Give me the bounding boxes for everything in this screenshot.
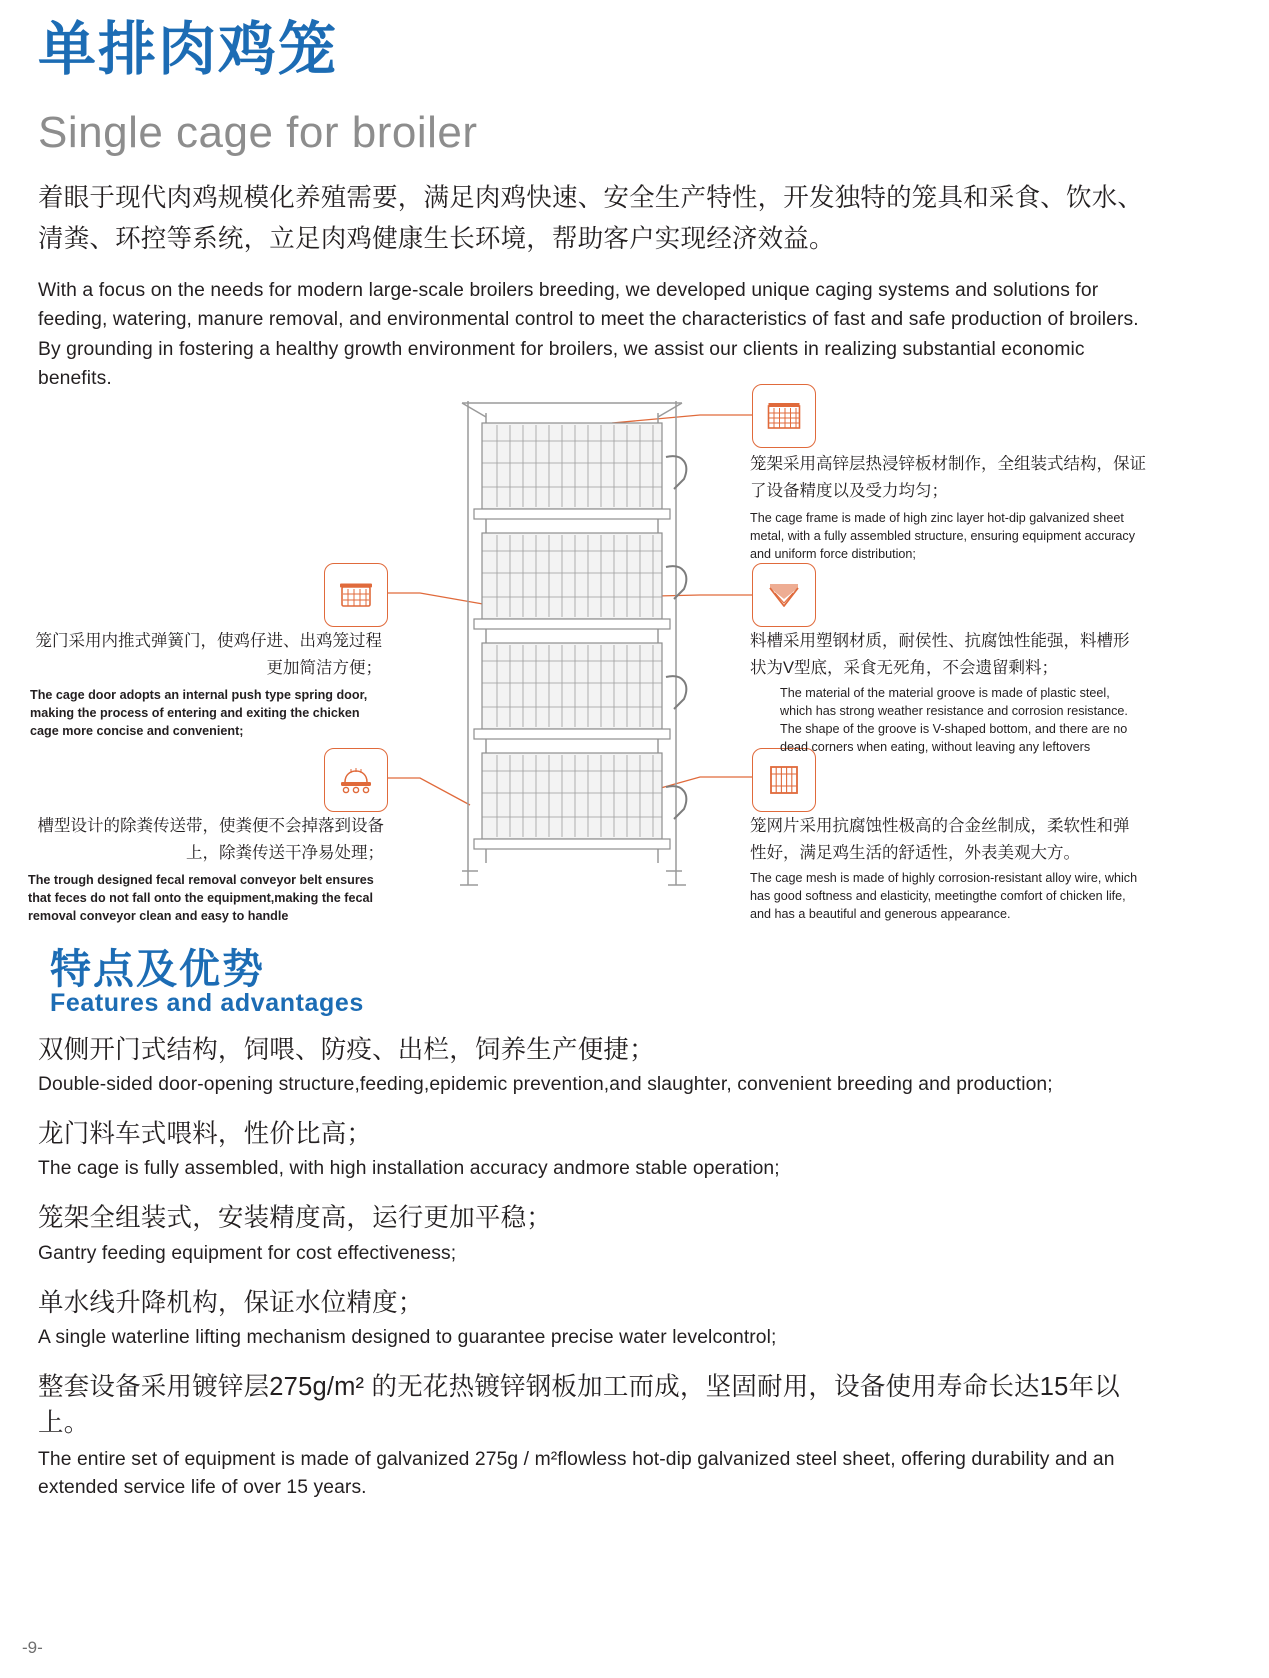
page-title-en: Single cage for broiler <box>38 108 478 157</box>
feature-en: The cage is fully assembled, with high installation accuracy andmore stable operation; <box>38 1158 780 1180</box>
callout-door-en: The cage door adopts an internal push type spring door, making the process of entering and exiting the chicken cage more concise and convenient; <box>30 688 368 739</box>
callout-frame <box>750 451 1150 564</box>
callout-manure-belt-cn: 槽型设计的除粪传送带，使粪便不会掉落到设备上，除粪传送干净易处理； <box>37 817 384 862</box>
page-number: -9- <box>22 1638 43 1657</box>
intro-paragraph-en: With a focus on the needs for modern large-scale broilers breeding, we developed unique caging systems and solutions for feeding, watering, manure removal, and environmental control to meet the characteristics of fast and safe production of broilers. By grounding in fostering a healthy growth environment for broilers, we assist our clients in realizing substantial economic benefits. <box>38 280 1139 389</box>
feature-en: The entire set of equipment is made of galvanized 275g / m²flowless hot-dip galvanized steel sheet, offering durability and an extended service life of over 15 years. <box>38 1449 1115 1499</box>
feature-en: A single waterline lifting mechanism designed to guarantee precise water levelcontrol; <box>38 1326 777 1348</box>
manure-conveyor-icon <box>324 748 388 812</box>
callout-mesh <box>750 813 1142 924</box>
callout-manure-belt <box>28 813 384 926</box>
page-title-cn: 单排肉鸡笼 <box>38 17 339 82</box>
features-heading-en: Features and advantages <box>50 989 364 1017</box>
feature-en: Double-sided door-opening structure,feeding,epidemic prevention,and slaughter, convenient breeding and production; <box>38 1074 1053 1096</box>
callout-door-cn: 笼门采用内推式弹簧门，使鸡仔进、出鸡笼过程更加简洁方便； <box>35 632 382 677</box>
feature-en: Gantry feeding equipment for cost effectiveness; <box>38 1242 457 1264</box>
callout-frame-en: The cage frame is made of high zinc layer hot-dip galvanized sheet metal, with a fully assembled structure, ensuring equipment accuracy and uniform force distribution; <box>750 511 1135 562</box>
feature-cn: 笼架全组装式，安装精度高，运行更加平稳； <box>38 1204 553 1233</box>
product-diagram <box>0 385 1269 945</box>
feature-item <box>38 1116 1168 1183</box>
feature-item <box>38 1032 1168 1099</box>
feature-item <box>38 1285 1168 1352</box>
broiler-cage-illustration <box>452 393 692 898</box>
feature-cn: 龙门料车式喂料，性价比高； <box>38 1120 373 1149</box>
feed-trough-icon <box>752 563 816 627</box>
callout-manure-belt-en: The trough designed fecal removal conveyor belt ensures that feces do not fall onto the equipment,making the fecal removal conveyor clean and easy to handle <box>28 873 374 924</box>
feature-item <box>38 1369 1168 1502</box>
feature-cn: 双侧开门式结构，饲喂、防疫、出栏，饲养生产便捷； <box>38 1036 655 1064</box>
features-list <box>38 1032 1168 1519</box>
features-heading-cn: 特点及优势 <box>50 946 265 992</box>
feature-cn: 整套设备采用镀锌层275g/m² 的无花热镀锌钢板加工而成，坚固耐用，设备使用寿命长达15年以上。 <box>38 1372 1120 1437</box>
cage-door-icon <box>324 563 388 627</box>
feature-item <box>38 1200 1168 1267</box>
intro-paragraph-cn: 着眼于现代肉鸡规模化养殖需要，满足肉鸡快速、安全生产特性，开发独特的笼具和采食、饮水、清粪、环控等系统，立足肉鸡健康生长环境，帮助客户实现经济效益。 <box>38 184 1144 254</box>
feature-cn: 单水线升降机构，保证水位精度； <box>38 1288 424 1317</box>
callout-door <box>30 628 382 741</box>
callout-mesh-cn: 笼网片采用抗腐蚀性极高的合金丝制成，柔软性和弹性好，满足鸡生活的舒适性，外表美观大方。 <box>750 817 1130 862</box>
cage-frame-icon <box>752 384 816 448</box>
callout-frame-cn: 笼架采用高锌层热浸锌板材制作，全组装式结构，保证了设备精度以及受力均匀； <box>750 455 1146 500</box>
callout-mesh-en: The cage mesh is made of highly corrosion-resistant alloy wire, which has good softness and elasticity, meetingthe comfort of chicken life, and has a beautiful and generous appearance. <box>750 871 1138 922</box>
callout-trough-cn: 料槽采用塑钢材质，耐侯性、抗腐蚀性能强，料槽形状为V型底，采食无死角，不会遗留剩料； <box>750 632 1130 677</box>
callout-trough-en: The material of the material groove is made of plastic steel, which has strong weather resistance and corrosion resistance. The shape of the groove is V-shaped bottom, and there are no dead corners when eating, without leaving any leftovers <box>780 686 1128 755</box>
cage-mesh-icon <box>752 748 816 812</box>
callout-trough <box>750 628 1142 757</box>
